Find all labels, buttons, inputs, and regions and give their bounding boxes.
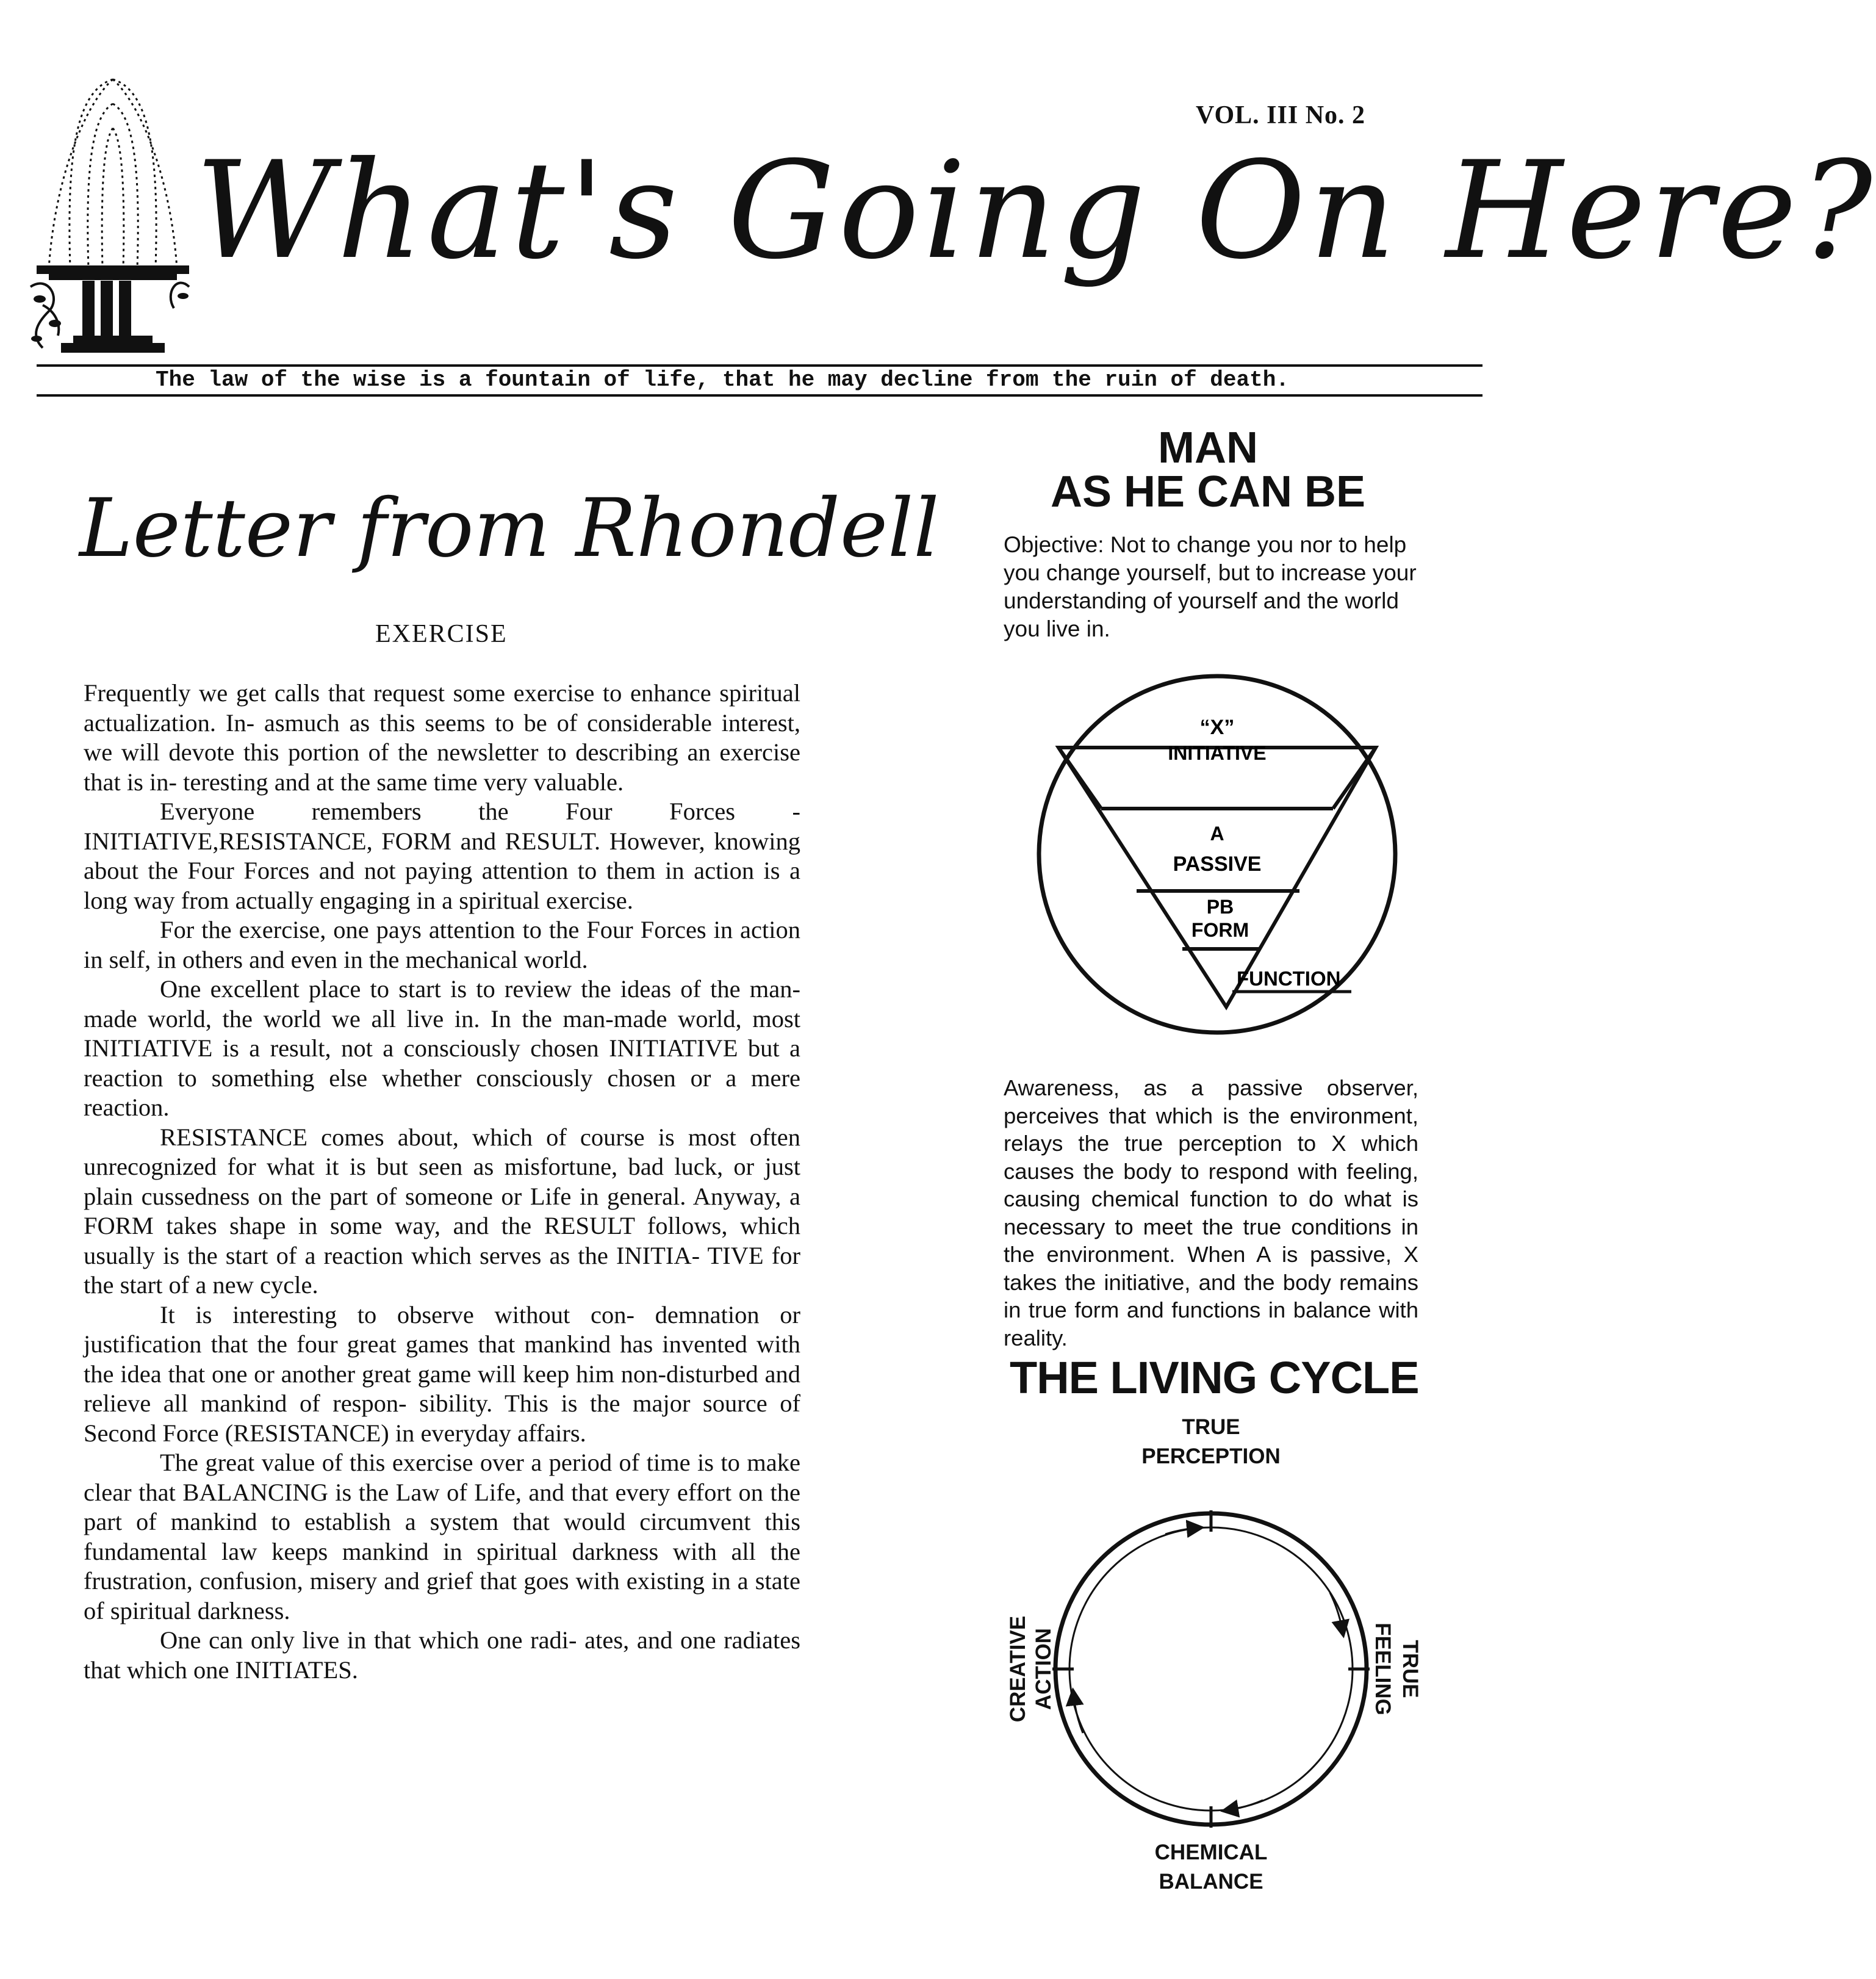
- volume-number: VOL. III No. 2: [1196, 101, 1366, 129]
- living-cycle-diagram: [976, 1410, 1452, 1898]
- masthead-rule-top: [37, 364, 1482, 367]
- initiative-label: INITIATIVE: [1168, 742, 1267, 764]
- objective-text: Objective: Not to change you nor to help you change yourself, but to increase your understanding of yourself and the world you live in.: [1004, 532, 1417, 641]
- paragraph: The great value of this exercise over a period of time is to make clear that BALANCING is the Law of Life, and that every effort on the part of mankind to establish a system that would circumvent this fundamental law keeps mankind in spiritual darkness with all the frustration, confusion, misery and grief that goes with existing in a state of spiritual darkness.: [84, 1449, 800, 1624]
- forces-diagram: [1010, 668, 1425, 1034]
- paragraph: RESISTANCE comes about, which of course is most often unrecognized for what it is but seen as misfortune, bad luck, or just plain cussedness on the part of someone or Life in general. Anyway, a FORM takes shape in some way, and the RESULT follows, which usually is the start of a reaction which serves as the INITIA- TIVE for the start of a new cycle.: [84, 1123, 800, 1299]
- letter-body: [84, 679, 800, 1685]
- function-label: FUNCTION: [1237, 967, 1341, 990]
- paragraph: It is interesting to observe without con- demnation or justification that the four great games that mankind has invented with the idea that one or another great game will keep him non-disturbed and relieve all mankind of respon- sibility. This is the major source of Second Force (RESISTANCE) in everyday affairs.: [84, 1300, 800, 1447]
- fountain-illustration: [24, 67, 201, 366]
- cycle-left-line1: CREATIVE: [1006, 1615, 1030, 1723]
- exercise-heading: EXERCISE: [375, 620, 508, 648]
- cycle-right-line1: TRUE: [1398, 1640, 1422, 1698]
- paragraph: One can only live in that which one radi- ates, and one radiates that which one INITIATES.: [84, 1626, 800, 1684]
- masthead-motto: The law of the wise is a fountain of life, that he may decline from the ruin of death.: [156, 367, 1289, 392]
- passive-label: PASSIVE: [1173, 853, 1262, 876]
- letter-title: Letter from Rhondell: [79, 481, 940, 575]
- cycle-left-line2: ACTION: [1032, 1628, 1055, 1710]
- paragraph: Everyone remembers the Four Forces - INITIATIVE,RESISTANCE, FORM and RESULT. However, knowing about the Four Forces and not paying attention to them in action is a long way from actually engaging in a spiritual exercise.: [84, 798, 800, 914]
- paragraph: Frequently we get calls that request some exercise to enhance spiritual actualization. In- asmuch as this seems to be of considerable interest, we will devote this portion of the newsletter to describing an exercise that is in- teresting and at the same time very valuable.: [84, 679, 800, 796]
- x-label: “X”: [1199, 716, 1235, 739]
- cycle-right-line2: FEELING: [1371, 1623, 1395, 1715]
- man-heading-line2: AS HE CAN BE: [1050, 467, 1366, 516]
- masthead-rule-bottom: [37, 394, 1482, 397]
- pb-label: PB: [1206, 896, 1234, 918]
- man-heading: [988, 426, 1428, 514]
- cycle-bottom-line1: CHEMICAL: [1154, 1840, 1268, 1864]
- living-cycle-heading: THE LIVING CYCLE: [1010, 1352, 1419, 1403]
- awareness-text: Awareness, as a passive observer, perceives that which is the environment, relays the true perception to X which causes the body to respond with feeling, causing chemical function to do what is necessary to meet the true conditions in the environment. When A is passive, X takes the initiative, and the body remains in true form and functions in balance with reality.: [1004, 1075, 1418, 1350]
- paragraph: For the exercise, one pays attention to the Four Forces in action in self, in others and even in the mechanical world.: [84, 916, 800, 973]
- cycle-top-line1: TRUE: [1182, 1415, 1240, 1439]
- a-label: A: [1210, 823, 1224, 845]
- cycle-bottom-line2: BALANCE: [1159, 1870, 1263, 1894]
- man-heading-line1: MAN: [1158, 424, 1258, 472]
- paragraph: One excellent place to start is to review the ideas of the man-made world, the world we all live in. In the man-made world, most INITIATIVE is a result, not a consciously chosen INITIATIVE but a reaction to something else whether consciously chosen or a mere reaction.: [84, 975, 800, 1121]
- form-label: FORM: [1191, 919, 1249, 941]
- newsletter-title: What's Going On Here?: [195, 132, 1876, 289]
- cycle-top-line2: PERCEPTION: [1141, 1444, 1281, 1468]
